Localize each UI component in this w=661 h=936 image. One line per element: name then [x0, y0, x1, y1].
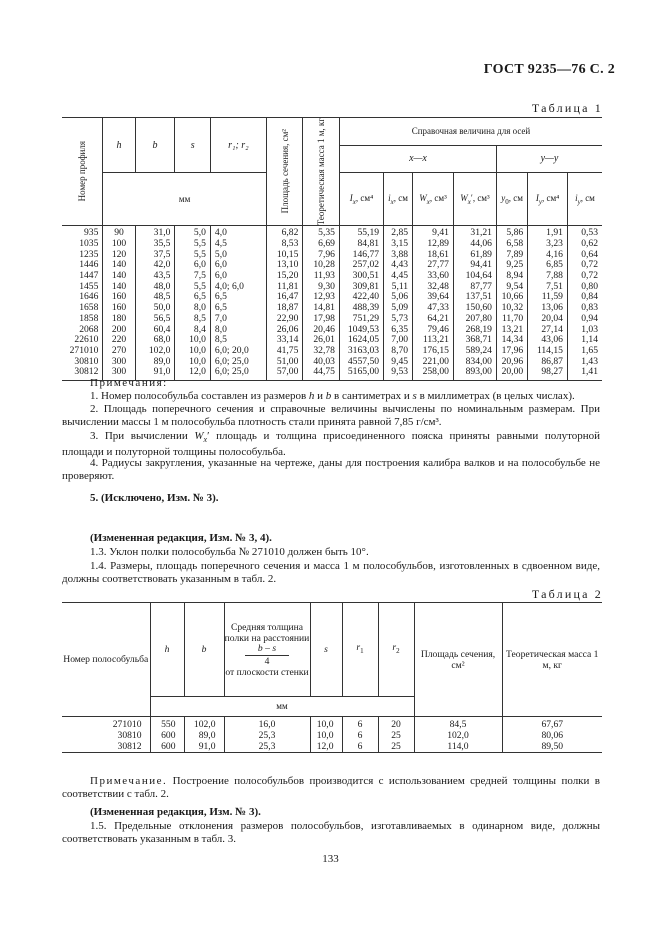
- th-area: Площадь сечения, см²: [266, 118, 303, 226]
- table-cell: 17,98: [303, 314, 340, 325]
- table-cell: 6,69: [303, 239, 340, 250]
- table-cell: 1,91: [528, 226, 568, 239]
- th2-avg-thickness: Средняя толщина полки на расстоянии $\frac{b - s}{4}$ от плоскости стенки: [224, 603, 310, 697]
- table-cell: 33,14: [266, 335, 303, 346]
- table-cell: 180: [103, 314, 135, 325]
- table-cell: 61,89: [453, 250, 496, 261]
- table-cell: 6: [342, 717, 378, 731]
- table-cell: 40,03: [303, 357, 340, 368]
- table-cell: 11,70: [496, 314, 527, 325]
- table-cell: 1,43: [567, 357, 602, 368]
- table-cell: 176,15: [413, 346, 454, 357]
- table-cell: 8,4: [175, 325, 210, 336]
- table-cell: 60,4: [135, 325, 175, 336]
- table-cell: 8,0: [175, 303, 210, 314]
- table-cell: 1,41: [567, 367, 602, 380]
- table-cell: 207,80: [453, 314, 496, 325]
- table-cell: 20,04: [528, 314, 568, 325]
- table-cell: 9,53: [384, 367, 413, 380]
- table-cell: 84,5: [414, 717, 502, 731]
- table-cell: 6,0; 25,0: [210, 367, 266, 380]
- table-cell: 113,21: [413, 335, 454, 346]
- table-cell: 1858: [79, 312, 99, 324]
- table-cell: 4,45: [384, 271, 413, 282]
- table-cell: 10,0: [175, 346, 210, 357]
- table-cell: 550: [150, 717, 184, 731]
- table-cell: 3163,03: [339, 346, 383, 357]
- table-cell: 0,72: [567, 271, 602, 282]
- table-cell: 488,39: [339, 303, 383, 314]
- table-cell: 14,34: [496, 335, 527, 346]
- th2-mass: Теоретическая масса 1 м, кг: [502, 603, 602, 717]
- table-cell: 57,00: [266, 367, 303, 380]
- page-header: ГОСТ 9235—76 С. 2: [483, 62, 615, 77]
- table-cell: 13,21: [496, 325, 527, 336]
- table-row: [62, 226, 602, 239]
- table-cell: 44,06: [453, 239, 496, 250]
- table-cell: 32,78: [303, 346, 340, 357]
- table-cell: 31,21: [453, 226, 496, 239]
- th-s: s: [175, 118, 210, 173]
- table-cell: 300: [103, 367, 135, 380]
- table-cell: 1624,05: [339, 335, 383, 346]
- table-cell: 893,00: [453, 367, 496, 380]
- table-cell: 6: [342, 741, 378, 753]
- table-cell: 91,0: [184, 741, 224, 753]
- table-cell: 300: [103, 357, 135, 368]
- table-cell: 25,3: [224, 741, 310, 753]
- para-1-3: 1.3. Уклон полки полособульба № 271010 должен быть 10°.: [90, 546, 369, 558]
- table-cell: 120: [103, 250, 135, 261]
- table-cell: 100: [103, 239, 135, 250]
- table-cell: 68,0: [135, 335, 175, 346]
- table-cell: 25,3: [224, 730, 310, 741]
- table-cell: 1049,53: [339, 325, 383, 336]
- table-cell: 258,00: [413, 367, 454, 380]
- table-cell: 8,94: [496, 271, 527, 282]
- table-cell: 20,00: [496, 367, 527, 380]
- table-cell: 26,06: [266, 325, 303, 336]
- para-1-4: 1.4. Размеры, площадь поперечного сечения и масса 1 м полособульбов, изготовленных в сдвоенном виде, должны соответствовать указанным в табл. 2.: [62, 560, 600, 586]
- table-cell: 1,14: [567, 335, 602, 346]
- table-cell: 4,43: [384, 260, 413, 271]
- th2-h: h: [150, 603, 184, 697]
- table-cell: 86,87: [528, 357, 568, 368]
- table-cell: 8,0: [210, 325, 266, 336]
- table-cell: 4,16: [528, 250, 568, 261]
- table-cell: 4,0; 6,0: [210, 282, 266, 293]
- table-cell: 51,00: [266, 357, 303, 368]
- table-cell: 102,0: [184, 717, 224, 731]
- table-cell: 5,11: [384, 282, 413, 293]
- table-cell: 79,46: [413, 325, 454, 336]
- table-cell: 146,77: [339, 250, 383, 261]
- table-cell: 140: [103, 271, 135, 282]
- table-cell: 6,0; 25,0: [210, 357, 266, 368]
- table-cell: 5,5: [175, 250, 210, 261]
- table-cell: 114,15: [528, 346, 568, 357]
- table-cell: 89,50: [502, 741, 602, 753]
- table-cell: 271010: [69, 344, 99, 356]
- table-cell: 27,14: [528, 325, 568, 336]
- table-cell: 31,0: [135, 226, 175, 239]
- table-cell: 0,62: [567, 239, 602, 250]
- table-cell: 11,93: [303, 271, 340, 282]
- table-cell: 30810: [117, 730, 142, 741]
- table-cell: 12,0: [310, 741, 342, 753]
- th-h: h: [103, 118, 135, 173]
- table-cell: 67,67: [502, 717, 602, 731]
- table-cell: 30812: [62, 367, 103, 380]
- table-cell: 27,77: [413, 260, 454, 271]
- table-cell: 6,35: [384, 325, 413, 336]
- table-cell: 16,0: [224, 717, 310, 731]
- th-Wx-prime: $W_x'$, см³: [453, 173, 496, 226]
- table-cell: 18,87: [266, 303, 303, 314]
- table-cell: 30810: [74, 355, 99, 367]
- page-number: 133: [322, 853, 339, 865]
- table-cell: 56,5: [135, 314, 175, 325]
- table-cell: 10,0: [175, 335, 210, 346]
- th-ix: $i_x$, см: [384, 173, 413, 226]
- table-cell: 0,84: [567, 292, 602, 303]
- th-reference: Справочная величина для осей: [339, 118, 602, 146]
- table-row: [62, 730, 602, 741]
- note-2: 2. Площадь поперечного сечения и справочные величины вычислены по номинальным размерам. При вычислении массы 1 м полособульба плотность стали принята равной 7,85 г/см³.: [62, 403, 600, 429]
- table-cell: 140: [103, 282, 135, 293]
- table-cell: 12,93: [303, 292, 340, 303]
- table-cell: 6,5: [175, 292, 210, 303]
- table2-body: [62, 717, 602, 753]
- table-cell: 89,0: [184, 730, 224, 741]
- th-Ix: $I_x$, см⁴: [339, 173, 383, 226]
- table-cell: 1447: [79, 270, 99, 282]
- table-cell: 6,0; 20,0: [210, 346, 266, 357]
- table-cell: 10,0: [175, 357, 210, 368]
- para-1-5: 1.5. Предельные отклонения размеров полособульбов, изготавливаемых в одинарном виде, должны соответствовать указанным в табл. 3.: [62, 820, 600, 846]
- table-cell: 17,96: [496, 346, 527, 357]
- table-1: [62, 117, 602, 381]
- table-cell: 1,03: [567, 325, 602, 336]
- table-cell: 271010: [112, 719, 142, 730]
- table-cell: 6,58: [496, 239, 527, 250]
- table-cell: 90: [103, 226, 135, 239]
- table-cell: 7,89: [496, 250, 527, 261]
- table-cell: 11,81: [266, 282, 303, 293]
- table-cell: 1035: [79, 237, 99, 249]
- notes-title: Примечания:: [90, 377, 168, 389]
- table-cell: 8,53: [266, 239, 303, 250]
- table-cell: 20: [378, 717, 414, 731]
- table-cell: 0,64: [567, 250, 602, 261]
- table-cell: 0,94: [567, 314, 602, 325]
- table-cell: 20,96: [496, 357, 527, 368]
- table-cell: 3,23: [528, 239, 568, 250]
- table-cell: 4557,50: [339, 357, 383, 368]
- table-cell: 25: [378, 730, 414, 741]
- th-profile: Номер профиля: [62, 118, 103, 226]
- table-cell: 270: [103, 346, 135, 357]
- table-cell: 7,88: [528, 271, 568, 282]
- th-y0: $y_0$, см: [496, 173, 527, 226]
- table-cell: 15,20: [266, 271, 303, 282]
- table-cell: 200: [103, 325, 135, 336]
- table-cell: 589,24: [453, 346, 496, 357]
- table-cell: 7,96: [303, 250, 340, 261]
- th2-mm: мм: [150, 697, 414, 717]
- table-cell: 834,00: [453, 357, 496, 368]
- table-cell: 1446: [79, 259, 99, 271]
- note-4: 4. Радиусы закругления, указанные на чертеже, даны для построения калибра валков и на полособульбе не проверяют.: [62, 457, 600, 483]
- table-cell: 1,65: [567, 346, 602, 357]
- table-cell: 43,5: [135, 271, 175, 282]
- table-cell: 6,5: [210, 292, 266, 303]
- table-cell: 5,86: [496, 226, 527, 239]
- note-table2: Примечание. Построение полособульбов производится с использованием средней толщины полки в соответствии с табл. 2.: [62, 775, 600, 801]
- table-cell: 8,5: [210, 335, 266, 346]
- table-cell: 7,51: [528, 282, 568, 293]
- table-cell: 10,32: [496, 303, 527, 314]
- table-cell: 5,0: [210, 250, 266, 261]
- table-cell: 5,5: [175, 282, 210, 293]
- table-cell: 6,82: [266, 226, 303, 239]
- table-cell: 48,5: [135, 292, 175, 303]
- table-cell: 5,09: [384, 303, 413, 314]
- table-cell: 0,80: [567, 282, 602, 293]
- table-cell: 104,64: [453, 271, 496, 282]
- table-cell: 160: [103, 303, 135, 314]
- table-cell: 13,06: [528, 303, 568, 314]
- table-cell: 1235: [79, 248, 99, 260]
- table-cell: 32,48: [413, 282, 454, 293]
- table-cell: 87,77: [453, 282, 496, 293]
- table-cell: 6,85: [528, 260, 568, 271]
- table-cell: 44,75: [303, 367, 340, 380]
- table-cell: 368,71: [453, 335, 496, 346]
- table-cell: 5,5: [175, 239, 210, 250]
- table-cell: 7,00: [384, 335, 413, 346]
- table-cell: 8,5: [175, 314, 210, 325]
- table-cell: 9,25: [496, 260, 527, 271]
- table-cell: 2,85: [384, 226, 413, 239]
- table-cell: 5,0: [175, 226, 210, 239]
- table-cell: 102,0: [135, 346, 175, 357]
- table-cell: 80,06: [502, 730, 602, 741]
- table-cell: 50,0: [135, 303, 175, 314]
- table-cell: 268,19: [453, 325, 496, 336]
- table-cell: 160: [103, 292, 135, 303]
- table-cell: 140: [103, 260, 135, 271]
- table-cell: 5,73: [384, 314, 413, 325]
- table-cell: 25: [378, 741, 414, 753]
- table2-caption: Таблица 2: [531, 587, 603, 601]
- table-cell: 0,72: [567, 260, 602, 271]
- table-cell: 10,0: [310, 730, 342, 741]
- table-cell: 102,0: [414, 730, 502, 741]
- table-cell: 114,0: [414, 741, 502, 753]
- table-cell: 5,06: [384, 292, 413, 303]
- table-cell: 6,0: [210, 271, 266, 282]
- table-cell: 18,61: [413, 250, 454, 261]
- table-cell: 41,75: [266, 346, 303, 357]
- th-b: b: [135, 118, 175, 173]
- table-row: [62, 741, 602, 753]
- th-iy: $i_y$, см: [567, 173, 602, 226]
- item-5: 5. (Исключено, Изм. № 3).: [90, 492, 219, 504]
- table-cell: 751,29: [339, 314, 383, 325]
- table-cell: 33,60: [413, 271, 454, 282]
- table-cell: 1646: [79, 291, 99, 303]
- table-cell: 5165,00: [339, 367, 383, 380]
- table-row: [62, 717, 602, 731]
- th-mm: мм: [103, 173, 266, 226]
- revision-note-1: (Измененная редакция, Изм. № 3, 4).: [90, 532, 272, 544]
- table-cell: 10,0: [310, 717, 342, 731]
- table1-body: [62, 226, 602, 381]
- th2-r1: $r_1$: [342, 603, 378, 697]
- table-cell: 137,51: [453, 292, 496, 303]
- table-cell: 422,40: [339, 292, 383, 303]
- table-cell: 6: [342, 730, 378, 741]
- table-cell: 30812: [62, 741, 150, 753]
- table-cell: 98,27: [528, 367, 568, 380]
- note-1: 1. Номер полособульба составлен из размеров h и b в сантиметрах и s в миллиметрах (в целых числах).: [90, 390, 575, 402]
- table-cell: 600: [150, 730, 184, 741]
- th2-number: Номер полособульба: [62, 603, 150, 717]
- table-cell: 43,06: [528, 335, 568, 346]
- table-cell: 7,0: [210, 314, 266, 325]
- table-cell: 10,28: [303, 260, 340, 271]
- table-cell: 0,53: [567, 226, 602, 239]
- table-cell: 309,81: [339, 282, 383, 293]
- table-cell: 5,35: [303, 226, 340, 239]
- th-mass: Теоретическая масса 1 м, кг: [303, 118, 340, 226]
- table-cell: 39,64: [413, 292, 454, 303]
- table-row: [62, 314, 602, 325]
- table-cell: 4,0: [210, 226, 266, 239]
- th2-area: Площадь сечения, см²: [414, 603, 502, 717]
- table-cell: 94,41: [453, 260, 496, 271]
- table-cell: 11,59: [528, 292, 568, 303]
- table-cell: 9,30: [303, 282, 340, 293]
- th-axis-xx: x—x: [339, 145, 496, 173]
- table-cell: 37,5: [135, 250, 175, 261]
- th-axis-yy: y—y: [496, 145, 602, 173]
- table-cell: 42,0: [135, 260, 175, 271]
- th2-r2: $r_2$: [378, 603, 414, 697]
- table-cell: 89,0: [135, 357, 175, 368]
- table-cell: 2068: [79, 323, 99, 335]
- table-cell: 221,00: [413, 357, 454, 368]
- table-cell: 48,0: [135, 282, 175, 293]
- table-cell: 4,5: [210, 239, 266, 250]
- th-Wx: $W_x$, см³: [413, 173, 454, 226]
- table-cell: 6,5: [210, 303, 266, 314]
- table-cell: 9,41: [413, 226, 454, 239]
- table1-caption: Таблица 1: [531, 101, 603, 115]
- table-cell: 35,5: [135, 239, 175, 250]
- table-cell: 13,10: [266, 260, 303, 271]
- th-Iy: $I_y$, см⁴: [528, 173, 568, 226]
- table-cell: 220: [103, 335, 135, 346]
- table-cell: 64,21: [413, 314, 454, 325]
- table-cell: 935: [83, 227, 99, 239]
- table-cell: 55,19: [339, 226, 383, 239]
- table-cell: 0,83: [567, 303, 602, 314]
- table-cell: 7,5: [175, 271, 210, 282]
- table-cell: 150,60: [453, 303, 496, 314]
- table-cell: 3,88: [384, 250, 413, 261]
- table-cell: 3,15: [384, 239, 413, 250]
- th-r: r₁; r₂: [210, 118, 266, 173]
- table-cell: 91,0: [135, 367, 175, 380]
- table-cell: 12,89: [413, 239, 454, 250]
- table-cell: 300,51: [339, 271, 383, 282]
- table-cell: 9,45: [384, 357, 413, 368]
- table-cell: 1455: [79, 280, 99, 292]
- table-cell: 10,15: [266, 250, 303, 261]
- table-2: [62, 602, 602, 753]
- table-cell: 10,66: [496, 292, 527, 303]
- table-cell: 6,0: [175, 260, 210, 271]
- table-cell: 26,01: [303, 335, 340, 346]
- table-cell: 22610: [74, 334, 99, 346]
- table-cell: 257,02: [339, 260, 383, 271]
- revision-note-2: (Измененная редакция, Изм. № 3).: [90, 806, 261, 818]
- table-cell: 22,90: [266, 314, 303, 325]
- th2-s: s: [310, 603, 342, 697]
- table-cell: 600: [150, 741, 184, 753]
- th2-b: b: [184, 603, 224, 697]
- table-cell: 12,0: [175, 367, 210, 380]
- table-cell: 16,47: [266, 292, 303, 303]
- table-cell: 9,54: [496, 282, 527, 293]
- table-cell: 14,81: [303, 303, 340, 314]
- table-cell: 84,81: [339, 239, 383, 250]
- table-cell: 6,0: [210, 260, 266, 271]
- table-cell: 47,33: [413, 303, 454, 314]
- table-cell: 1658: [79, 302, 99, 314]
- note-3: 3. При вычислении $W_x'$ площадь и толщина присоединенного пояска приняты равными полуторной площади и полуторной толщины полособульба.: [62, 430, 600, 459]
- table-cell: 8,70: [384, 346, 413, 357]
- table-cell: 20,46: [303, 325, 340, 336]
